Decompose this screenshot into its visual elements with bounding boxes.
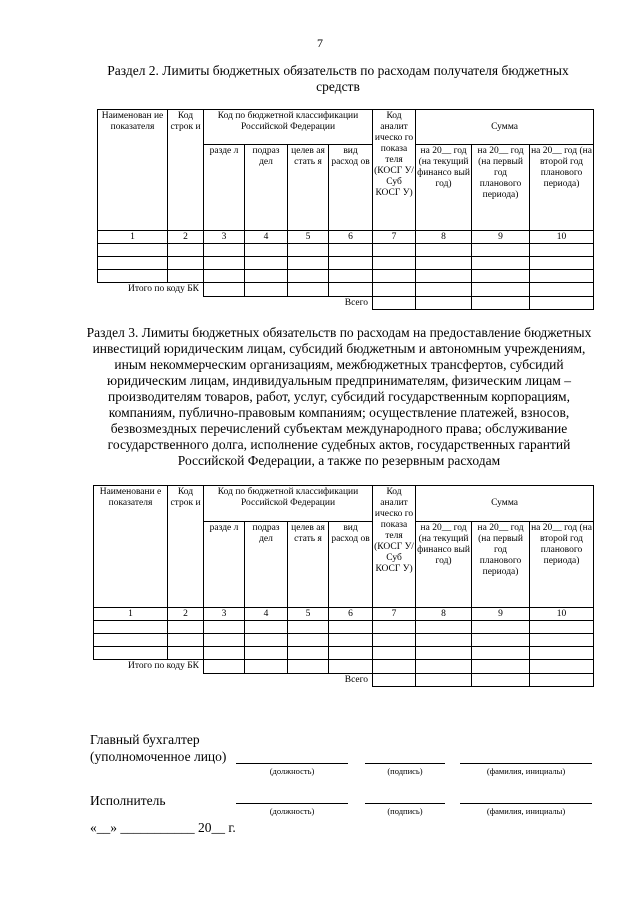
signature-line[interactable] [365, 803, 445, 804]
col-number: 7 [373, 608, 416, 621]
position-line[interactable] [236, 763, 348, 764]
total-all-row [94, 673, 594, 687]
col-number: 3 [204, 231, 245, 244]
total-bk-row [98, 283, 594, 297]
col-number: 4 [245, 608, 288, 621]
col-number: 5 [288, 608, 329, 621]
header-sum-second: на 20__ год (на второй год планового периода) [530, 145, 594, 231]
table-row [98, 244, 594, 257]
header-target-item: целев ая стать я [288, 522, 329, 608]
col-number: 8 [416, 608, 472, 621]
table-section2 [97, 109, 594, 310]
authorized-person-label: (уполномоченное лицо) [90, 749, 227, 764]
header-target-item: целев ая стать я [288, 145, 329, 231]
date-field[interactable]: «__» ___________ 20__ г. [90, 820, 236, 835]
total-all-label: Всего [344, 674, 369, 685]
col-number: 1 [94, 608, 168, 621]
position-line[interactable] [236, 803, 348, 804]
table-row [94, 647, 594, 660]
page-number: 7 [317, 36, 323, 50]
header-analytic: Код аналит ическо го показа теля (КОСГ У/Суб КОСГ У) [373, 486, 416, 608]
table-section3 [93, 485, 594, 687]
col-number: 9 [472, 231, 530, 244]
header-section: разде л [204, 145, 245, 231]
header-section: разде л [204, 522, 245, 608]
col-number: 8 [416, 231, 472, 244]
header-sum-second: на 20__ год (на второй год планового периода) [530, 522, 594, 608]
header-subsection: подраз дел [245, 145, 288, 231]
header-sum: Сумма [416, 486, 594, 522]
col-number: 10 [530, 608, 594, 621]
name-line[interactable] [460, 763, 592, 764]
table-row [98, 257, 594, 270]
section3-title: Раздел 3. Лимиты бюджетных обязательств по расходам на предоставление бюджетных инвестиций юридическим лицам, субсидий бюджетным и автономным учреждениям, иным некоммерческим организациям, межбюджетных трансфертов, субсидий юридическим лицам, индивидуальным предпринимателям, физическим лицам – производителям товаров, работ, услуг, субсидий государственным корпорациям, компаниям, публично-правовым компаниям; осуществление платежей, взносов, безвозмездных перечислений субъектам международного права; обслуживание государственного долга, исполнение судебных актов, государственных гарантий Российской Федерации, а также по резервным расходам [86, 325, 592, 468]
caption-position: (должность) [269, 806, 315, 816]
header-sum-current: на 20__ год (на текущий финансо вый год) [416, 522, 472, 608]
col-number: 6 [329, 608, 373, 621]
header-name: Наименовани е показателя [94, 486, 168, 608]
section2-title: Раздел 2. Лимиты бюджетных обязательств по расходам получателя бюджетных средств [107, 63, 569, 94]
name-line[interactable] [460, 803, 592, 804]
caption-signature: (подпись) [387, 766, 423, 776]
header-name: Наименован ие показателя [98, 110, 168, 231]
col-number: 1 [98, 231, 168, 244]
header-bk: Код по бюджетной классификации Российской Федерации [204, 486, 373, 522]
col-number: 4 [245, 231, 288, 244]
col-number: 6 [329, 231, 373, 244]
signature-line[interactable] [365, 763, 445, 764]
col-number: 9 [472, 608, 530, 621]
header-sum-current: на 20__ год (на текущий финансо вый год) [416, 145, 472, 231]
table-row [94, 621, 594, 634]
caption-signature: (подпись) [387, 806, 423, 816]
total-all-row [98, 296, 594, 310]
header-row-code: Код строк и [168, 486, 204, 608]
table-row [94, 634, 594, 647]
total-bk-row [94, 660, 594, 674]
header-expense-type: вид расход ов [329, 145, 373, 231]
caption-name: (фамилия, инициалы) [486, 806, 566, 816]
col-number: 10 [530, 231, 594, 244]
header-sum: Сумма [416, 110, 594, 145]
col-number: 2 [168, 608, 204, 621]
col-number: 2 [168, 231, 204, 244]
total-all-label: Всего [344, 297, 369, 308]
header-sum-first: на 20__ год (на первый год планового периода) [472, 145, 530, 231]
executor-label: Исполнитель [90, 793, 166, 808]
caption-position: (должность) [269, 766, 315, 776]
total-bk-label: Итого по коду БК [128, 284, 199, 294]
header-bk: Код по бюджетной классификации Российской Федерации [204, 110, 373, 145]
header-expense-type: вид расход ов [329, 522, 373, 608]
total-bk-label: Итого по коду БК [128, 661, 199, 671]
header-row-code: Код строк и [168, 110, 204, 231]
col-number: 7 [373, 231, 416, 244]
caption-name: (фамилия, инициалы) [486, 766, 566, 776]
table-row [98, 270, 594, 283]
chief-accountant-label: Главный бухгалтер [90, 732, 200, 747]
header-subsection: подраз дел [245, 522, 288, 608]
header-analytic: Код аналит ическо го показа теля (КОСГ У/Суб КОСГ У) [373, 110, 416, 231]
col-number: 3 [204, 608, 245, 621]
col-number: 5 [288, 231, 329, 244]
header-sum-first: на 20__ год (на первый год планового периода) [472, 522, 530, 608]
